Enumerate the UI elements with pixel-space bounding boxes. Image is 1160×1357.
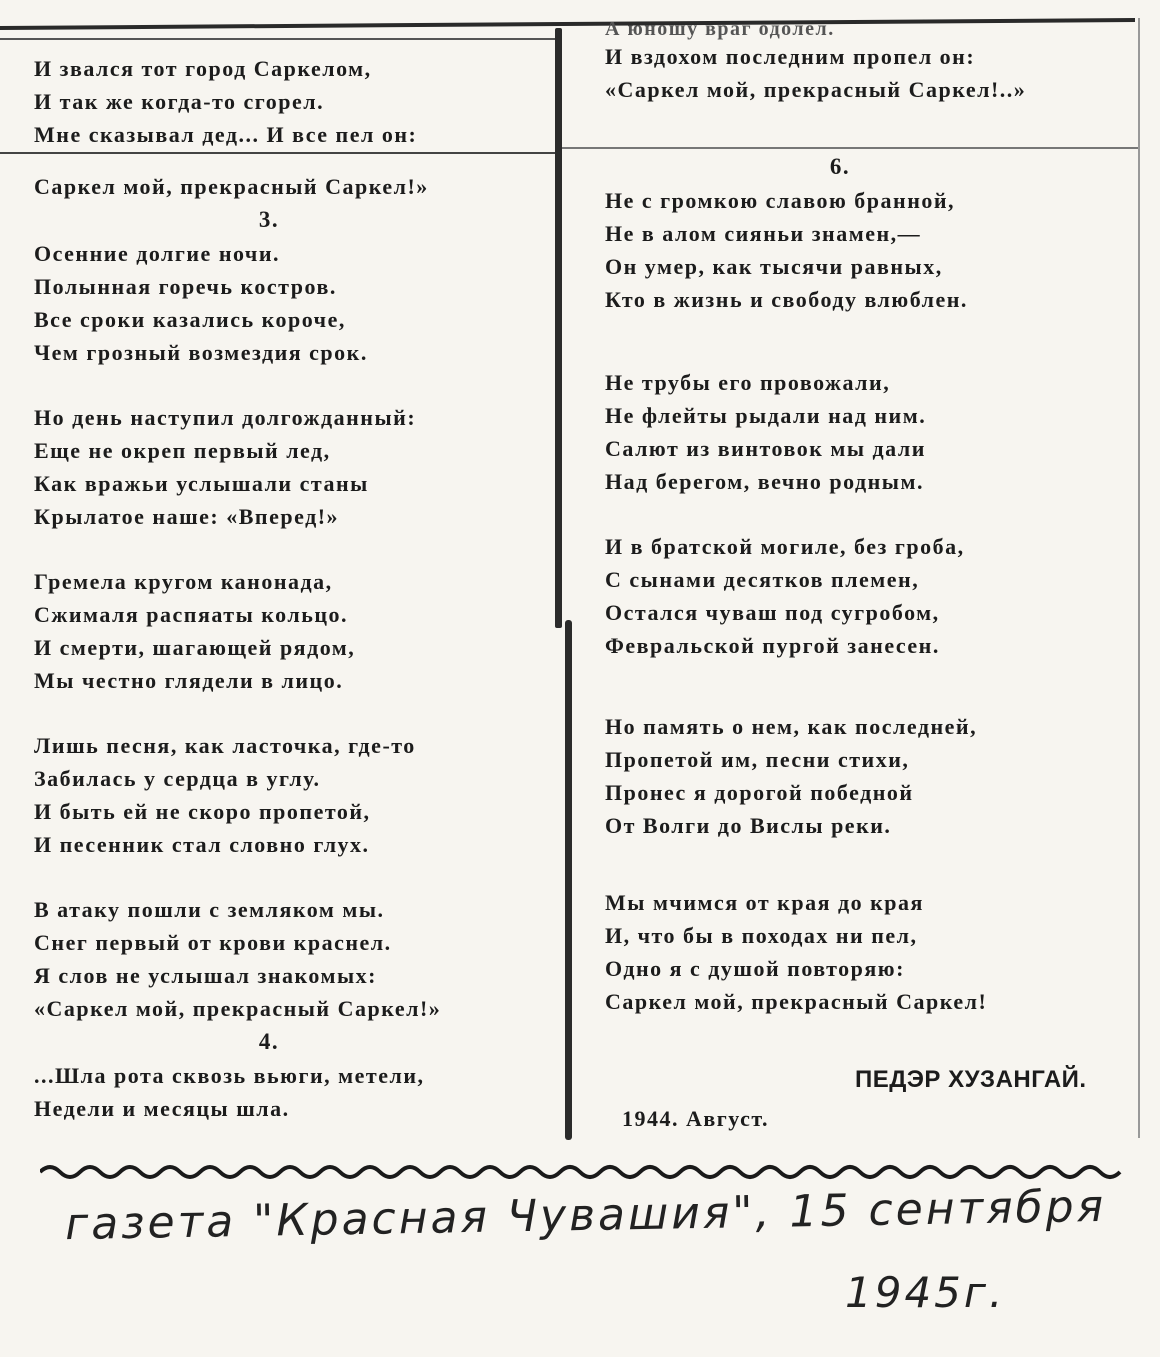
poem-line: Гремела кругом канонада, [34, 569, 333, 594]
poem-line: Он умер, как тысячи равных, [605, 254, 943, 279]
column-rule-lower [565, 620, 572, 1140]
author-signature: ПЕДЭР ХУЗАНГАЙ. [855, 1066, 1087, 1093]
poem-line: Я слов не услышал знакомых: [34, 963, 377, 988]
poem-line: Пронес я дорогой победной [605, 780, 914, 805]
poem-line: Крылатое наше: «Вперед!» [34, 504, 340, 529]
poem-line: Все сроки казались короче, [34, 307, 346, 332]
poem-line: От Волги до Вислы реки. [605, 813, 892, 838]
poem-line: И в братской могиле, без гроба, [605, 534, 965, 559]
poem-line: Остался чуваш под сугробом, [605, 600, 940, 625]
handwritten-year: 1945г. [845, 1268, 1006, 1317]
poem-line: ...Шла рота сквозь вьюги, метели, [34, 1063, 425, 1088]
poem-line: Мы честно глядели в лицо. [34, 668, 344, 693]
poem-line: Полынная горечь костров. [34, 274, 337, 299]
poem-line: Недели и месяцы шла. [34, 1096, 290, 1121]
poem-line: И вздохом последним пропел он: [605, 44, 976, 69]
poem-line: С сынами десятков племен, [605, 567, 920, 592]
poem-line: Февральской пургой занесен. [605, 633, 940, 658]
poem-line: И, что бы в походах ни пел, [605, 923, 918, 948]
poem-line: Одно я с душой повторяю: [605, 956, 905, 981]
poem-line: Не с громкою славою бранной, [605, 188, 956, 213]
poem-line: «Саркел мой, прекрасный Саркел!..» [605, 77, 1027, 102]
poem-line: Лишь песня, как ласточка, где-то [34, 733, 416, 758]
section-number: 6. [829, 154, 851, 179]
right-edge-rule [1138, 18, 1140, 1138]
poem-line: Как вражьи услышали станы [34, 471, 369, 496]
poem-line: Саркел мой, прекрасный Саркел! [605, 989, 988, 1014]
poem-line: Не в алом сияньи знамен,— [605, 221, 922, 246]
poem-line: Забилась у сердца в углу. [34, 766, 321, 791]
poem-line: И быть ей не скоро пропетой, [34, 799, 371, 824]
poem-line: Пропетой им, песни стихи, [605, 747, 910, 772]
poem-line: Но память о нем, как последней, [605, 714, 978, 739]
poem-line: Кто в жизнь и свободу влюблен. [605, 287, 968, 312]
left-column [34, 52, 534, 1125]
poem-line: Снег первый от крови краснел. [34, 930, 392, 955]
poem-line: Саркел мой, прекрасный Саркел!» [34, 174, 429, 199]
column-rule-upper [555, 28, 562, 628]
poem-line: И песенник стал словно глух. [34, 832, 370, 857]
poem-line: Не трубы его провожали, [605, 370, 891, 395]
section-number: 4. [258, 1029, 280, 1054]
handwritten-source-note: газета "Красная Чувашия", 15 сентября [64, 1180, 1107, 1251]
poem-line: Салют из винтовок мы дали [605, 436, 926, 461]
top-rule-thin [0, 38, 555, 40]
poem-line: И звался тот город Саркелом, [34, 56, 372, 81]
poem-line: Но день наступил долгожданный: [34, 405, 417, 430]
poem-line: Мне сказывал дед... И все пел он: [34, 122, 418, 147]
poem-line: Не флейты рыдали над ним. [605, 403, 927, 428]
poem-line: Чем грозный возмездия срок. [34, 340, 368, 365]
poem-line: Осенние долгие ночи. [34, 241, 281, 266]
poem-line: Мы мчимся от края до края [605, 890, 924, 915]
poem-line: И так же когда-то сгорел. [34, 89, 325, 114]
poem-line: И смерти, шагающей рядом, [34, 635, 356, 660]
right-column [605, 18, 1125, 1018]
poem-date: 1944. Август. [622, 1106, 769, 1131]
poem-line: Еще не окреп первый лед, [34, 438, 331, 463]
section-number: 3. [258, 207, 280, 232]
poem-line: Сжималя распяаты кольцо. [34, 602, 349, 627]
poem-line: Над берегом, вечно родным. [605, 469, 924, 494]
poem-line: В атаку пошли с земляком мы. [34, 897, 385, 922]
poem-line: «Саркел мой, прекрасный Саркел!» [34, 996, 442, 1021]
poem-line-cut: А юношу враг одолел. [605, 18, 835, 40]
wavy-divider [40, 1160, 1140, 1180]
